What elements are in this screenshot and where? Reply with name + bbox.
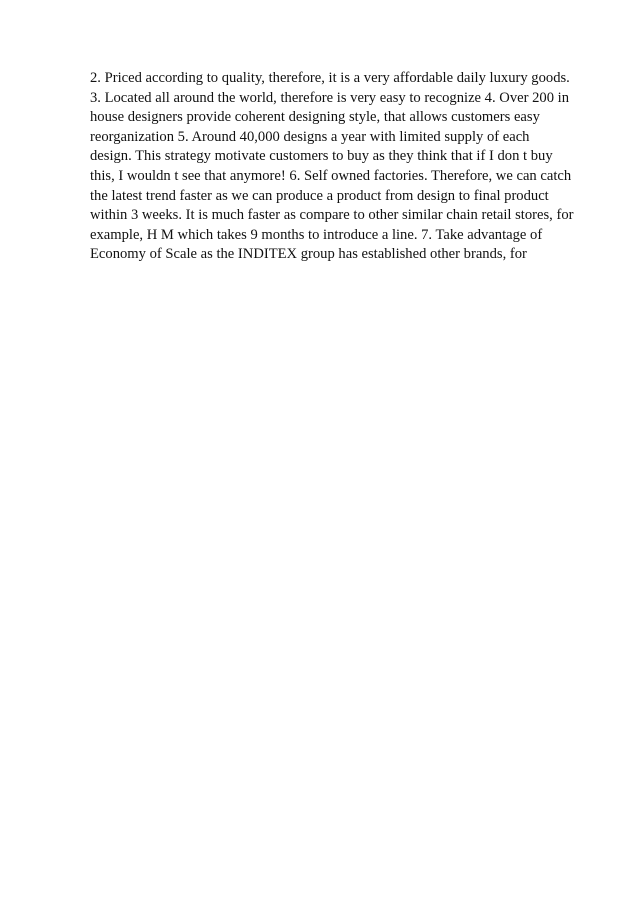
text-line-8: within 3 weeks. It is much faster as compare to other similar chain retail stores, for <box>90 207 574 224</box>
text-line-2: 3. Located all around the world, therefore is very easy to recognize 4. Over 200 in <box>90 89 569 106</box>
text-line-10: Economy of Scale as the INDITEX group has established other brands, for <box>90 246 527 263</box>
text-line-6: this, I wouldn t see that anymore! 6. Self owned factories. Therefore, we can catch <box>90 167 572 184</box>
text-line-1: 2. Priced according to quality, therefore, it is a very affordable daily luxury goods. <box>90 70 570 86</box>
text-line-9: example, H M which takes 9 months to introduce a line. 7. Take advantage of <box>90 226 543 243</box>
text-line-3: house designers provide coherent designing style, that allows customers easy <box>90 109 540 126</box>
text-line-5: design. This strategy motivate customers to buy as they think that if I don t buy <box>90 148 553 165</box>
body-text <box>90 69 590 265</box>
text-line-7: the latest trend faster as we can produce a product from design to final product <box>90 187 549 204</box>
text-line-4: reorganization 5. Around 40,000 designs a year with limited supply of each <box>90 128 530 145</box>
